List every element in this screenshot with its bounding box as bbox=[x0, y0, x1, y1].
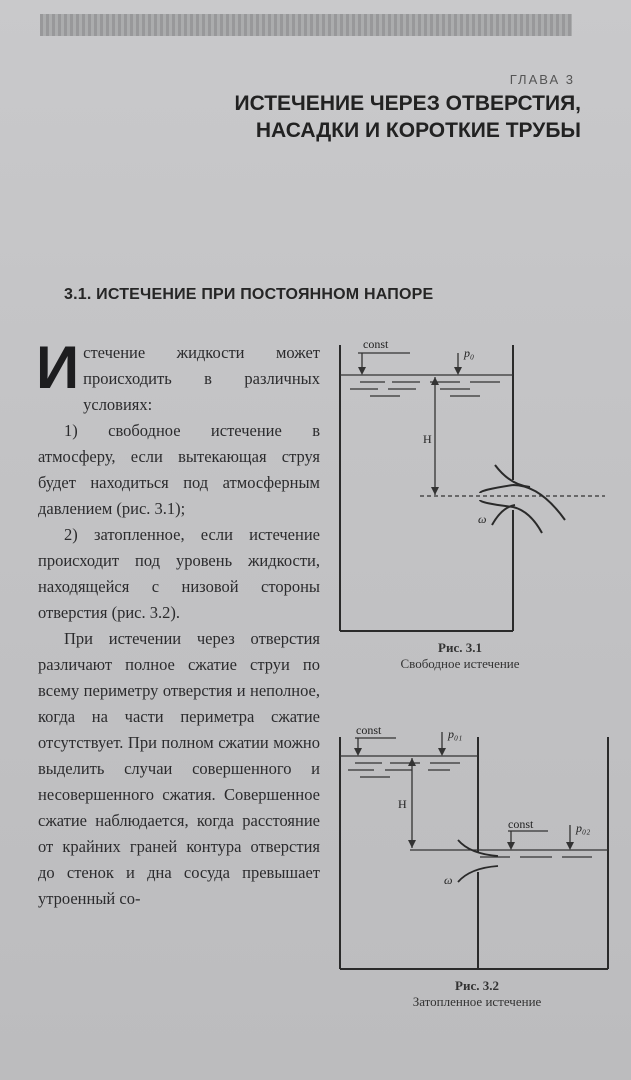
figure-3-1-text: Свободное истечение bbox=[400, 656, 520, 671]
jet-inner-2 bbox=[492, 505, 515, 525]
paragraph-1-text: стечение жидкости может происходить в различных условиях: bbox=[83, 343, 320, 414]
label-const-left: const bbox=[356, 723, 382, 737]
chapter-label: ГЛАВА 3 bbox=[509, 72, 575, 87]
label-H: H bbox=[398, 797, 407, 811]
header-band bbox=[40, 14, 572, 36]
section-title: 3.1. ИСТЕЧЕНИЕ ПРИ ПОСТОЯННОМ НАПОРЕ bbox=[64, 286, 434, 303]
label-p0: p₀ bbox=[464, 346, 475, 360]
label-p02: p₀₂ bbox=[576, 821, 591, 835]
figure-3-1-number: Рис. 3.1 bbox=[438, 640, 482, 655]
label-omega: ω bbox=[444, 873, 453, 887]
paragraph-4: При истечении через отверстия различают полное сжатие струи по всему периметру отверстия и неполное, когда на части периметра сжатие отсутствует. При полном сжатии можно выделить случаи совершенного и несовершенного сжатия. Совершенное сжатие наблюдается, когда расстояние от крайних граней контура отверстия до стенок и дна сосуда превышает утроенный со- bbox=[38, 629, 320, 908]
body-text bbox=[36, 334, 320, 912]
arrowhead-const-right bbox=[507, 842, 515, 850]
paragraph-3: 2) затопленное, если истечение происходит под уровень жидкости, находящейся с низовой стороны отверстия (рис. 3.2). bbox=[38, 525, 320, 622]
label-p01: p₀₁ bbox=[448, 727, 463, 741]
arrowhead-p01 bbox=[438, 748, 446, 756]
figure-3-2-diagram bbox=[330, 722, 620, 982]
jet-lower bbox=[480, 500, 542, 533]
figure-3-2-caption bbox=[372, 978, 582, 1010]
jet-upper bbox=[480, 485, 565, 520]
arrowhead-p02 bbox=[566, 842, 574, 850]
chapter-title-line-2: НАСАДКИ И КОРОТКИЕ ТРУБЫ bbox=[255, 119, 581, 142]
figure-3-1-caption bbox=[360, 640, 560, 672]
label-const: const bbox=[363, 337, 389, 351]
figure-3-2-text: Затопленное истечение bbox=[412, 994, 542, 1009]
arrowhead-const-left bbox=[354, 748, 362, 756]
figure-3-2-number: Рис. 3.2 bbox=[455, 978, 499, 993]
arrowhead-head-bottom bbox=[431, 487, 439, 495]
label-omega: ω bbox=[478, 512, 487, 526]
paragraph-2: 1) свободное истечение в атмосферу, если вытекающая струя будет находиться под атмосферным давлением (рис. 3.1); bbox=[38, 421, 320, 518]
figure-3-1-diagram bbox=[330, 335, 620, 635]
arrowhead-head-top bbox=[408, 758, 416, 766]
arrowhead-head-top bbox=[431, 377, 439, 385]
paragraph-1 bbox=[36, 334, 320, 418]
chapter-title bbox=[234, 90, 581, 144]
label-const-right: const bbox=[508, 817, 534, 831]
arrowhead-p0 bbox=[454, 367, 462, 375]
arrowhead-head-bottom bbox=[408, 840, 416, 848]
drop-cap: И bbox=[36, 334, 80, 401]
chapter-title-line-1: ИСТЕЧЕНИЕ ЧЕРЕЗ ОТВЕРСТИЯ, bbox=[234, 92, 581, 115]
label-H: H bbox=[423, 432, 432, 446]
arrowhead-const bbox=[358, 367, 366, 375]
